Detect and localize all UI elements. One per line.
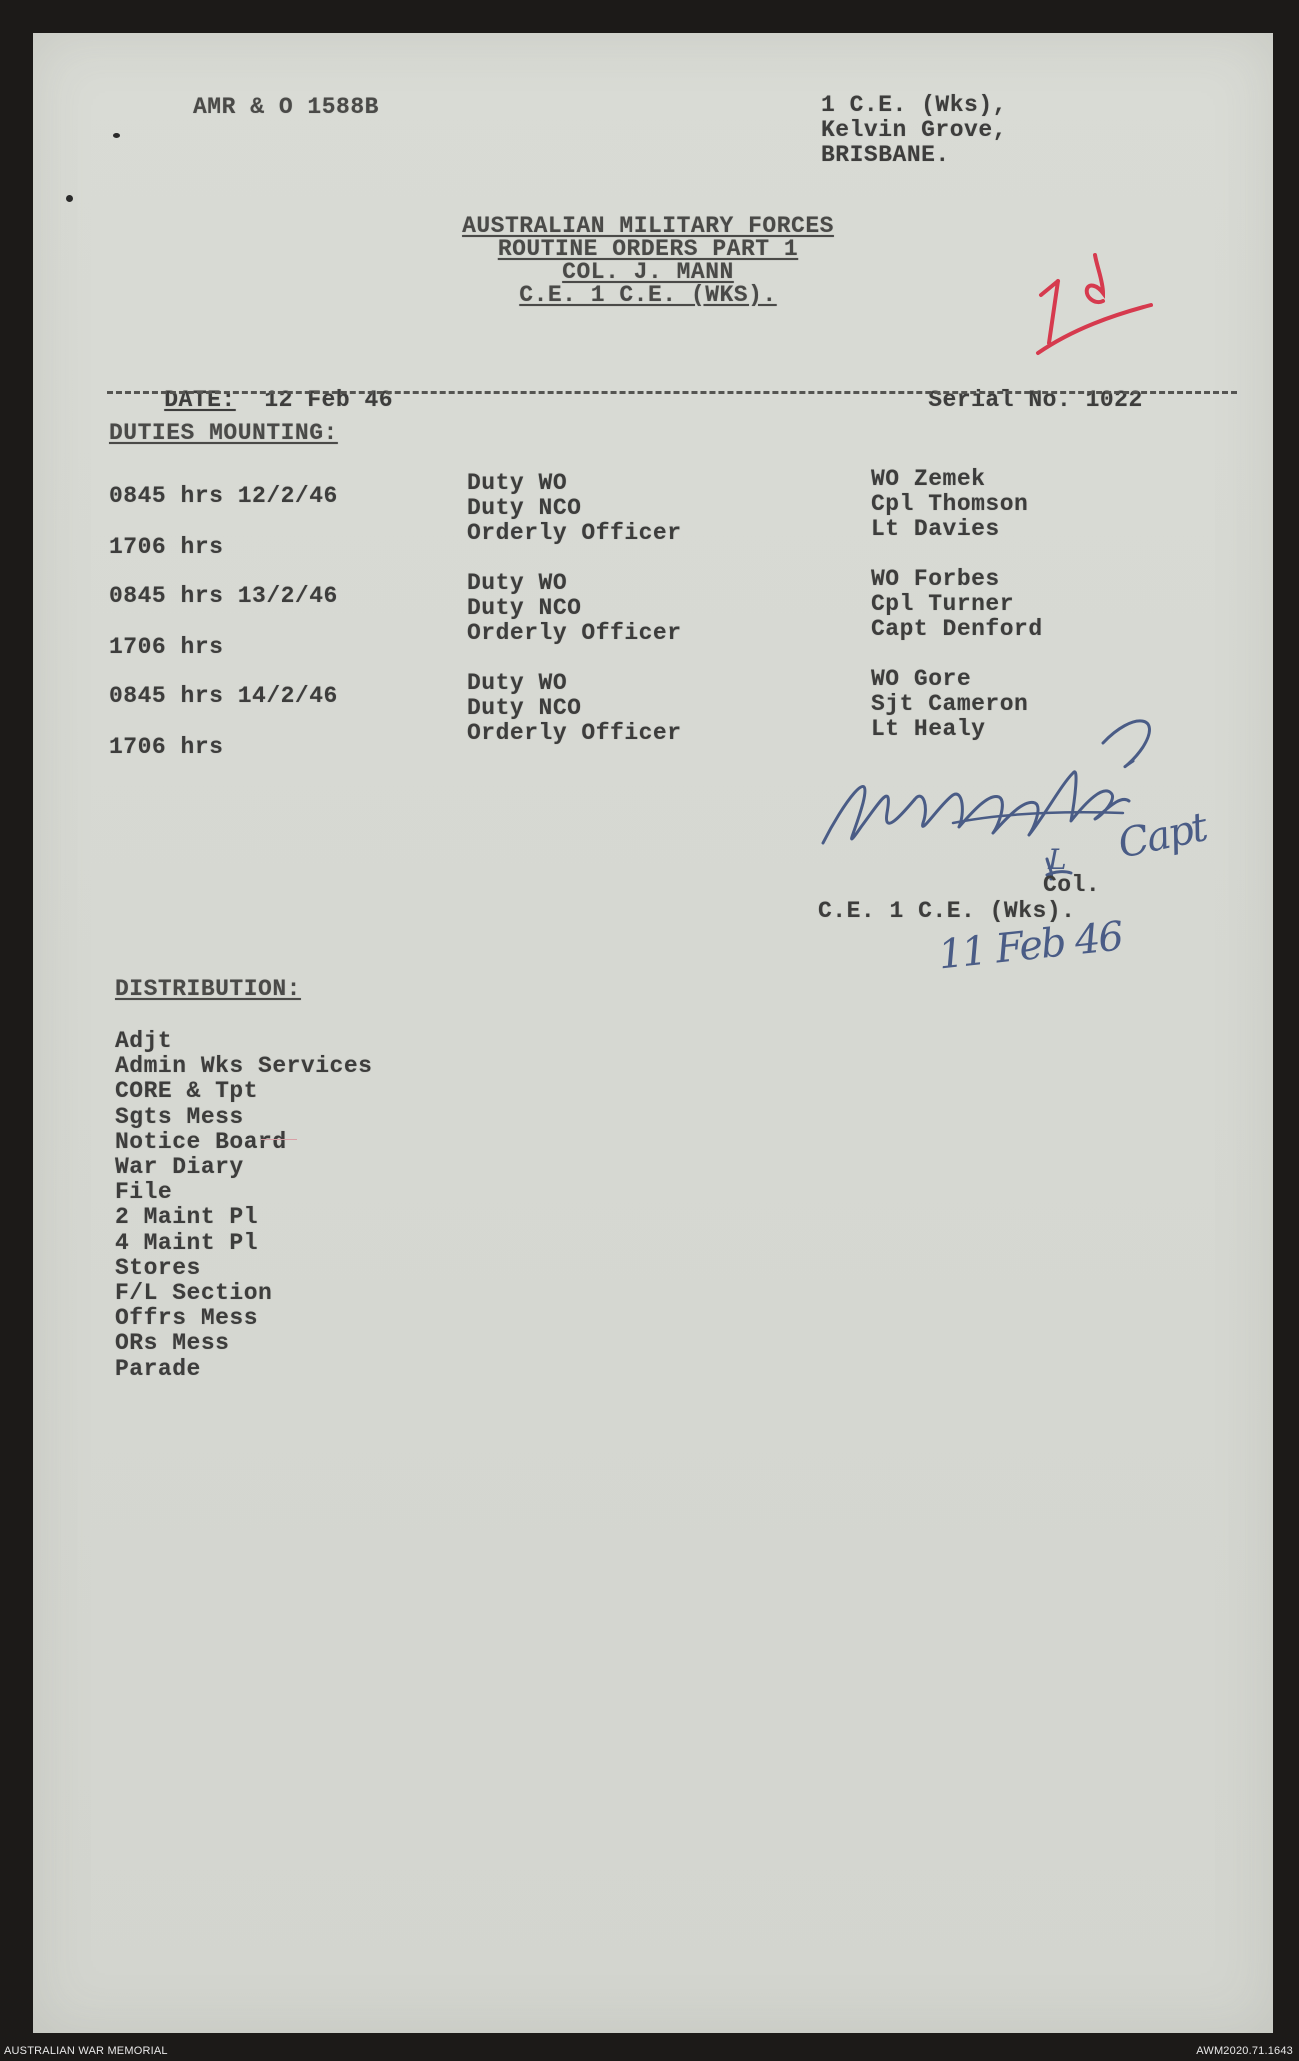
distribution-list [115, 1029, 372, 1382]
duty-roles [467, 471, 682, 546]
date-label: DATE: [164, 387, 236, 413]
distribution-item: 2 Maint Pl [115, 1204, 259, 1231]
unit-address-line: BRISBANE. [821, 142, 950, 168]
duty-role: Duty NCO [467, 495, 582, 521]
distribution-item: Offrs Mess [115, 1305, 259, 1332]
duty-name: WO Zemek [871, 466, 986, 492]
reference-number: AMR & O 1588B [193, 94, 379, 120]
duty-name: Cpl Thomson [871, 491, 1029, 517]
duty-role: Orderly Officer [467, 520, 682, 546]
unit-address-line: 1 C.E. (Wks), [821, 92, 1007, 118]
duty-times [109, 571, 338, 673]
duty-name: Lt Davies [871, 516, 1000, 542]
distribution-item: Stores [115, 1254, 201, 1281]
distribution-item: File [115, 1179, 173, 1206]
signature-rank: Col. [1043, 872, 1101, 898]
date-underline [107, 391, 1237, 394]
duty-names [871, 567, 1043, 642]
serial-line [871, 363, 1143, 438]
duty-times [109, 471, 338, 573]
red-pencil-tick [261, 1139, 297, 1140]
duty-name: WO Gore [871, 666, 972, 692]
serial-label: Serial No. [928, 387, 1072, 413]
duty-time: 1706 hrs [109, 534, 224, 560]
duty-time: 1706 hrs [109, 634, 224, 660]
duty-name: Cpl Turner [871, 591, 1015, 617]
title-line: C.E. 1 C.E. (WKS). [519, 282, 777, 308]
signature-date: 11 Feb 46 [936, 913, 1124, 979]
duty-role: Duty NCO [467, 595, 582, 621]
signature-unit: C.E. 1 C.E. (Wks). [818, 898, 1076, 924]
footer-reference: AWM2020.71.1643 [1196, 2045, 1293, 2057]
unit-address-line: Kelvin Grove, [821, 117, 1007, 143]
punch-mark [113, 133, 120, 138]
duty-time: 0845 hrs 14/2/46 [109, 683, 338, 709]
duty-roles [467, 571, 682, 646]
distribution-item: Adjt [115, 1028, 173, 1054]
duty-times [109, 671, 338, 773]
distribution-item: Parade [115, 1355, 201, 1382]
duty-time: 0845 hrs 13/2/46 [109, 583, 338, 609]
duty-names [871, 467, 1028, 542]
signature-scribble [803, 703, 1223, 903]
distribution-item: CORE & Tpt [115, 1078, 259, 1105]
duty-role: Duty NCO [467, 695, 582, 721]
distribution-item: F/L Section [115, 1280, 273, 1307]
distribution-item: 4 Maint Pl [115, 1229, 259, 1256]
title-line: AUSTRALIAN MILITARY FORCES [462, 213, 834, 239]
unit-address [821, 93, 1007, 168]
signature-handwritten-prefix: L [1048, 843, 1067, 876]
document-page [33, 33, 1273, 2033]
duty-name: Lt Healy [871, 716, 986, 742]
red-pencil-annotation [1023, 233, 1173, 363]
date-value: 12 Feb 46 [264, 387, 394, 413]
duty-role: Orderly Officer [467, 720, 682, 746]
duty-role: Duty WO [467, 670, 568, 696]
duty-time: 1706 hrs [109, 734, 224, 760]
duty-roles [467, 671, 682, 746]
distribution-item: Notice Board [115, 1128, 287, 1155]
title-line: COL. J. MANN [562, 259, 734, 285]
punch-mark [66, 195, 73, 202]
serial-value: 1022 [1085, 387, 1143, 413]
distribution-item: Sgts Mess [115, 1103, 244, 1130]
duty-role: Duty WO [467, 570, 568, 596]
duty-time: 0845 hrs 12/2/46 [109, 483, 338, 509]
signature-handwritten-rank: Capt [1114, 804, 1210, 868]
distribution-heading: DISTRIBUTION: [115, 976, 301, 1002]
title-line: ROUTINE ORDERS PART 1 [497, 236, 799, 262]
duties-heading: DUTIES MOUNTING: [109, 420, 338, 446]
duty-role: Orderly Officer [467, 620, 682, 646]
distribution-item: War Diary [115, 1154, 244, 1181]
duty-name: Sjt Cameron [871, 691, 1029, 717]
duty-name: Capt Denford [871, 616, 1043, 642]
duty-role: Duty WO [467, 470, 568, 496]
distribution-item: ORs Mess [115, 1330, 230, 1357]
duty-name: WO Forbes [871, 566, 1000, 592]
distribution-item: Admin Wks Services [115, 1053, 373, 1080]
footer-credit: AUSTRALIAN WAR MEMORIAL [4, 2045, 168, 2057]
